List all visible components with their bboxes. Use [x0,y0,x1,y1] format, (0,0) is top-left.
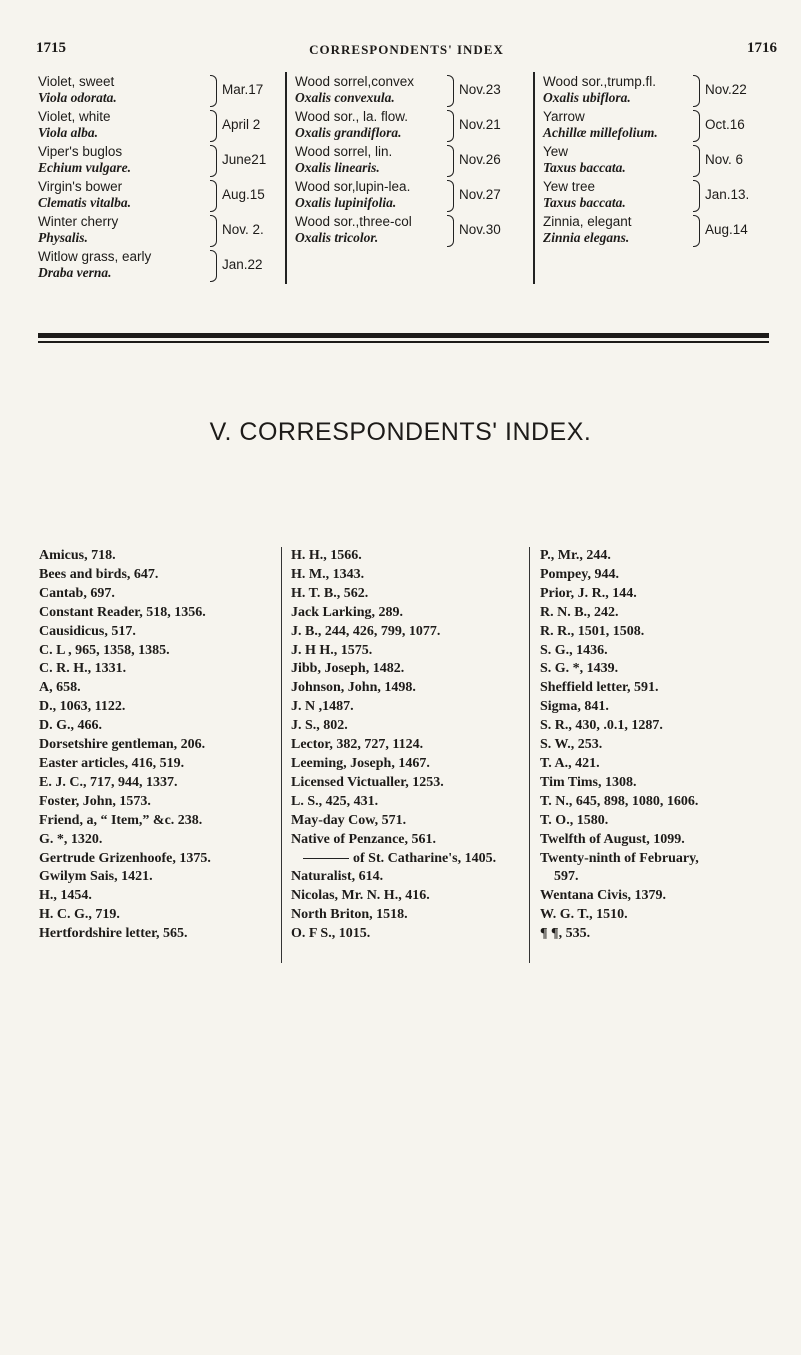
calendar-entry [543,179,750,214]
plant-latin: Draba verna. [38,265,112,280]
page-number-right: 1716 [747,40,777,56]
brace [210,180,217,212]
index-entry: May-day Cow, 571. [291,812,407,828]
index-entry: J. B., 244, 426, 799, 1077. [291,623,441,639]
brace [210,215,217,247]
calendar-column-1 [38,74,267,284]
calendar-entry [543,109,745,144]
index-entry: ¶ ¶, 535. [540,926,591,942]
plant-latin: Achillæ millefolium. [543,125,658,140]
plant-latin: Echium vulgare. [38,160,132,175]
calendar-entry [38,144,267,179]
calendar-column-3 [543,74,750,249]
plant-name: Violet, sweet [38,74,115,89]
index-entry: Amicus, 718. [39,548,116,563]
index-entry: Hertfordshire letter, 565. [39,926,188,942]
plant-name: Wood sor.,three-col [295,214,412,229]
plant-latin: Viola alba. [38,125,99,140]
plant-name: Wood sorrel,convex [295,74,415,89]
index-entry: Twelfth of August, 1099. [540,831,685,847]
plant-latin: Oxalis ubiflora. [543,90,631,105]
plant-date: June21 [222,152,267,167]
index-entry: Licensed Victualler, 1253. [291,774,444,790]
index-entry: J. N ,1487. [291,699,354,715]
plant-date: Nov. 6 [705,152,744,167]
index-entry: Lector, 382, 727, 1124. [291,737,424,753]
brace [693,75,700,107]
column-rule [529,547,530,963]
index-entry: Bees and birds, 647. [39,566,159,582]
plant-latin: Zinnia elegans. [543,230,630,245]
index-column-3 [540,547,699,944]
plant-latin: Taxus baccata. [543,160,626,175]
index-entry: S. G., 1436. [540,642,608,658]
running-header [36,40,777,62]
index-entry: H. M., 1343. [291,566,365,582]
index-entry: Twenty-ninth of February, [540,850,699,866]
calendar-entry [543,144,744,179]
index-entry: J. S., 802. [291,718,348,734]
index-entry: Sheffield letter, 591. [540,680,659,696]
index-entry: Dorsetshire gentleman, 206. [39,737,206,753]
index-entry: Cantab, 697. [39,585,115,601]
index-entry: S. W., 253. [540,737,603,753]
index-entry: C. L , 965, 1358, 1385. [39,642,170,658]
section-divider-thin [38,341,769,343]
brace [693,215,700,247]
index-entry: Nicolas, Mr. N. H., 416. [291,888,430,904]
brace [693,145,700,177]
index-entry: Jibb, Joseph, 1482. [291,661,405,677]
plant-latin: Taxus baccata. [543,195,626,210]
index-entry: D. G., 466. [39,718,102,734]
calendar-entry [38,109,261,144]
index-entry: Tim Tims, 1308. [540,774,637,790]
brace [210,75,217,107]
index-entry: Constant Reader, 518, 1356. [39,604,206,620]
index-entry: North Briton, 1518. [291,907,408,923]
index-entry: Wentana Civis, 1379. [540,888,667,904]
plant-latin: Clematis vitalba. [38,195,131,210]
section-divider-thick [38,333,769,338]
plant-date: Aug.14 [705,222,748,237]
index-entry-continuation [291,850,496,869]
brace [447,180,454,212]
index-entry: R. N. B., 242. [540,604,619,620]
plant-latin: Physalis. [38,230,88,245]
plant-name: Yew tree [543,179,596,194]
index-entry-continuation: 597. [554,869,579,885]
index-entry: T. O., 1580. [540,812,609,828]
calendar-entry [295,179,501,214]
brace [210,110,217,142]
page-number-left: 1715 [36,40,66,56]
section-title: V. CORRESPONDENTS' INDEX. [209,418,592,446]
plant-date: Nov.30 [459,222,501,237]
index-entry: Pompey, 944. [540,566,619,582]
plant-date: Nov.27 [459,187,501,202]
brace [210,250,217,282]
plant-latin: Viola odorata. [38,90,117,105]
index-entry: P., Mr., 244. [540,548,611,563]
column-rule [533,72,535,284]
index-entry: H. C. G., 719. [39,907,120,923]
index-entry: H. H., 1566. [291,548,362,563]
ditto-dash [303,858,349,859]
plant-latin: Oxalis tricolor. [295,230,379,245]
index-entry: S. G. *, 1439. [540,661,619,677]
calendar-entry [295,144,501,179]
brace [693,110,700,142]
index-entry: W. G. T., 1510. [540,907,628,923]
index-entry: Easter articles, 416, 519. [39,755,185,771]
index-entry: G. *, 1320. [39,831,103,847]
index-entry: Leeming, Joseph, 1467. [291,755,430,771]
plant-date: Oct.16 [705,117,745,132]
calendar-entry [295,214,501,249]
calendar-entry [543,74,747,109]
plant-date: Nov.26 [459,152,501,167]
plant-name: Zinnia, elegant [543,214,632,229]
plant-name: Virgin's bower [38,179,123,194]
calendar-entry [38,74,264,109]
index-entry: H., 1454. [39,888,92,904]
index-entry: J. H H., 1575. [291,642,373,658]
plant-latin: Oxalis convexula. [295,90,395,105]
plant-date: Aug.15 [222,187,265,202]
index-column-1 [39,547,211,944]
calendar-entry [38,179,265,214]
plant-date: Mar.17 [222,82,264,97]
brace [447,110,454,142]
index-entry: Sigma, 841. [540,699,609,715]
plant-name: Wood sor.,trump.fl. [543,74,657,89]
plant-name: Wood sorrel, lin. [295,144,393,159]
index-entry: Friend, a, “ Item,” &c. 238. [39,812,203,828]
index-entry: Johnson, John, 1498. [291,680,416,696]
index-entry: O. F S., 1015. [291,926,371,942]
plant-name: Wood sor,lupin-lea. [295,179,411,194]
index-column-2 [291,547,496,944]
plant-date: Nov.21 [459,117,501,132]
index-entry-text: of St. Catharine's, 1405. [353,850,497,866]
column-rule [285,72,287,284]
plant-name: Wood sor., la. flow. [295,109,409,124]
calendar-entry [38,214,264,249]
calendar-entry [543,214,748,249]
plant-date: Nov.22 [705,82,747,97]
running-head-title: CORRESPONDENTS' INDEX [309,42,504,57]
plant-name: Witlow grass, early [38,249,152,264]
index-entry: Foster, John, 1573. [39,793,151,809]
index-entry: L. S., 425, 431. [291,793,379,809]
index-entry: Gertrude Grizenhoofe, 1375. [39,850,211,866]
index-entry: T. A., 421. [540,755,600,771]
index-entry: S. R., 430, .0.1, 1287. [540,718,663,734]
plant-date: Nov.23 [459,82,501,97]
plant-name: Violet, white [38,109,111,124]
calendar-entry [38,249,263,284]
plant-name: Winter cherry [38,214,119,229]
calendar-entry [295,109,501,144]
index-entry: A, 658. [39,680,81,696]
plant-latin: Oxalis lupinifolia. [295,195,397,210]
index-entry: E. J. C., 717, 944, 1337. [39,774,178,790]
brace [447,75,454,107]
brace [693,180,700,212]
index-entry: Prior, J. R., 144. [540,585,637,601]
index-entry: Gwilym Sais, 1421. [39,869,153,885]
index-entry: Native of Penzance, 561. [291,831,437,847]
calendar-entry [295,74,501,109]
plant-date: Nov. 2. [222,222,264,237]
plant-name: Yew [543,144,569,159]
index-entry: Jack Larking, 289. [291,604,404,620]
plant-latin: Oxalis grandiflora. [295,125,402,140]
plant-date: Jan.22 [222,257,263,272]
plant-date: Jan.13. [705,187,750,202]
plant-latin: Oxalis linearis. [295,160,380,175]
index-entry: Naturalist, 614. [291,869,384,885]
brace [447,145,454,177]
index-entry: Causidicus, 517. [39,623,136,639]
index-entry: D., 1063, 1122. [39,699,126,715]
plant-name: Viper's buglos [38,144,123,159]
column-rule [281,547,282,963]
plant-date: April 2 [222,117,261,132]
brace [210,145,217,177]
brace [447,215,454,247]
index-entry: C. R. H., 1331. [39,661,127,677]
calendar-column-2 [295,74,501,249]
index-entry: H. T. B., 562. [291,585,369,601]
index-entry: R. R., 1501, 1508. [540,623,645,639]
index-entry: T. N., 645, 898, 1080, 1606. [540,793,699,809]
plant-name: Yarrow [543,109,585,124]
